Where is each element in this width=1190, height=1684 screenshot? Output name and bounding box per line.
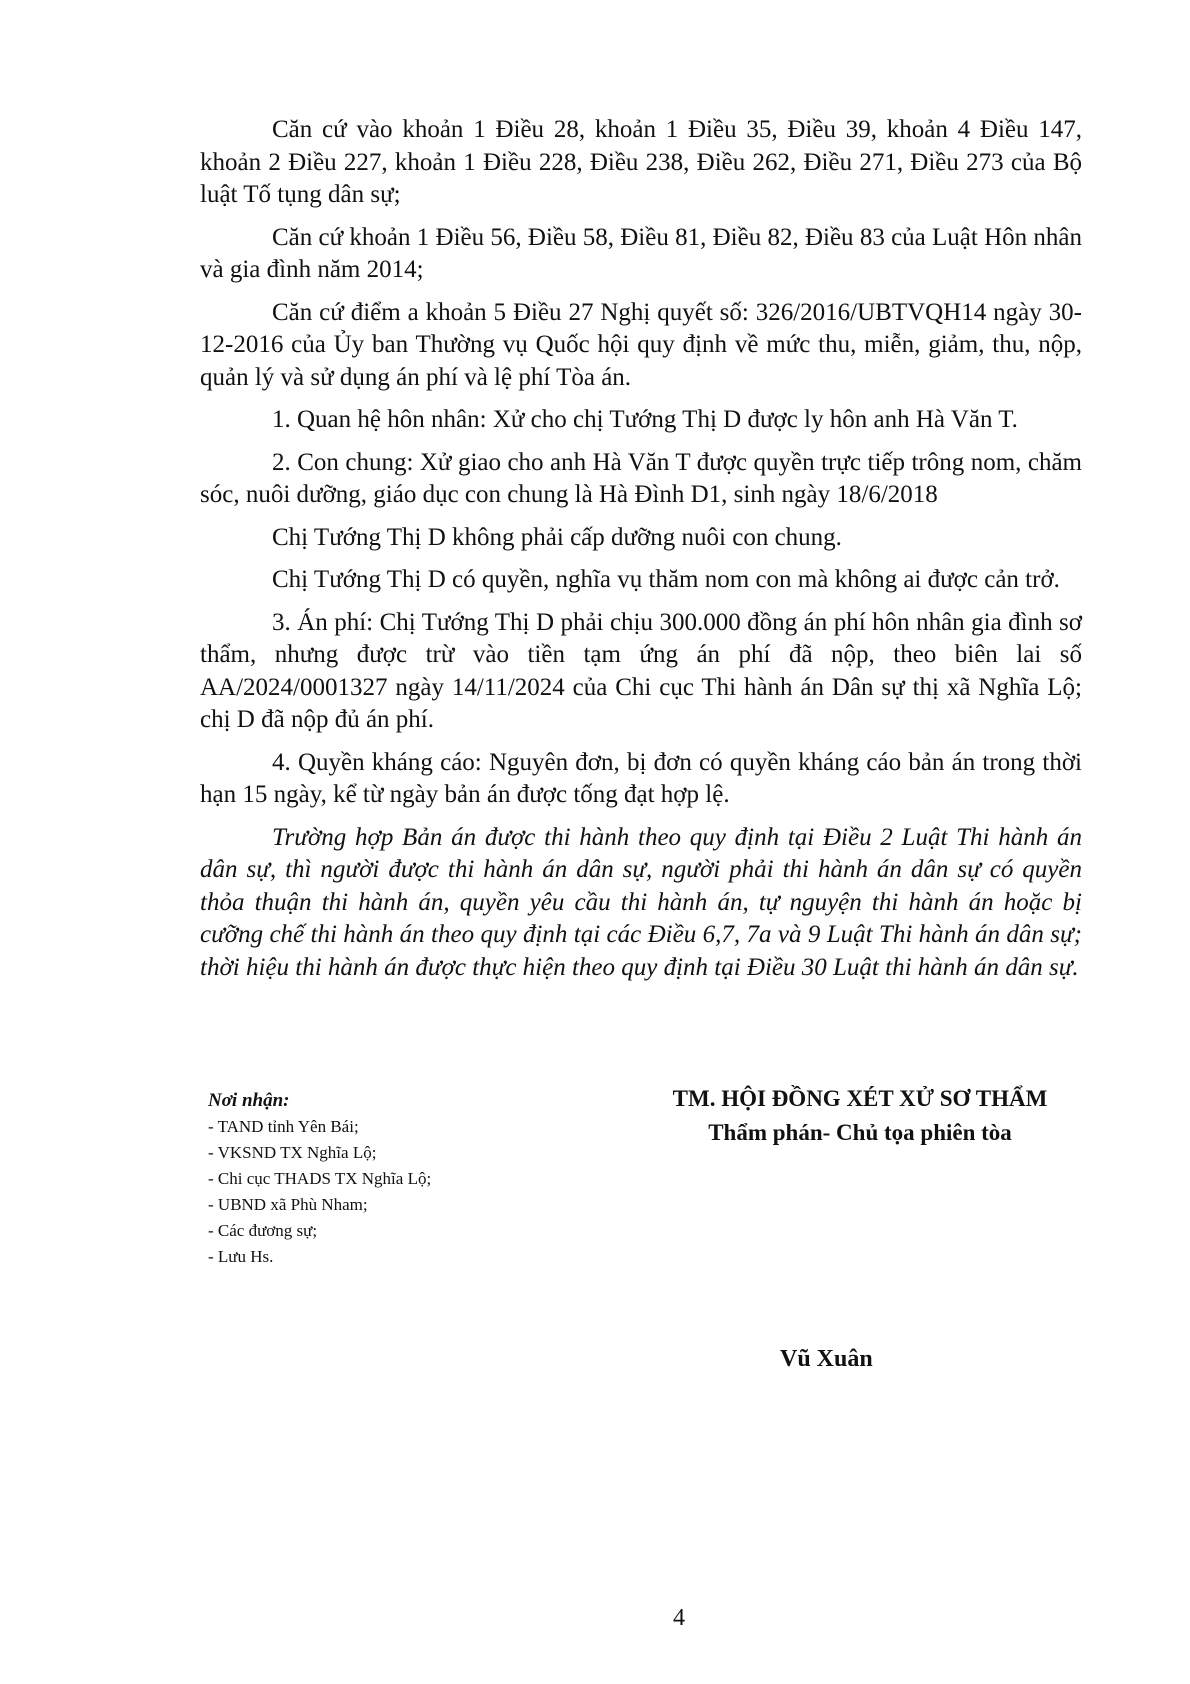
page-number: 4 [673,1605,685,1631]
signature-name: Vũ Xuân [780,1346,873,1372]
recipient-item: - Lưu Hs. [208,1247,274,1266]
recipient-item: - Các đương sự; [208,1221,318,1240]
recipient-item: - UBND xã Phù Nham; [208,1195,368,1214]
recipient-item: - TAND tỉnh Yên Bái; [208,1117,359,1136]
recipient-item: - Chi cục THADS TX Nghĩa Lộ; [208,1169,432,1188]
judgment-body [200,114,1082,994]
paragraph-child-support: Chị Tướng Thị D không phải cấp dưỡng nuôi con chung. [272,523,842,551]
recipient-item: - VKSND TX Nghĩa Lộ; [208,1143,377,1162]
signature-council-title: TM. HỘI ĐỒNG XÉT XỬ SƠ THẨM [672,1086,1048,1111]
paragraph-court-fee: 3. Án phí: Chị Tướng Thị D phải chịu 300.000 đồng án phí hôn nhân gia đình sơ thẩm, nhưng được trừ vào tiền tạm ứng án phí đã nộp, theo biên lai số AA/2024/0001327 ngày 14/11/2024 của Chi cục Thi hành án Dân sự thị xã Nghĩa Lộ; chị D đã nộp đủ án phí. [200,608,1082,733]
paragraph-legal-basis-civil-procedure: Căn cứ vào khoản 1 Điều 28, khoản 1 Điều 35, Điều 39, khoản 4 Điều 147, khoản 2 Điều 227, khoản 1 Điều 228, Điều 238, Điều 262, Điều 271, Điều 273 của Bộ luật Tố tụng dân sự; [200,116,1082,208]
paragraph-appeal-rights: 4. Quyền kháng cáo: Nguyên đơn, bị đơn có quyền kháng cáo bản án trong thời hạn 15 ngày, kể từ ngày bản án được tống đạt hợp lệ. [200,748,1082,808]
paragraph-enforcement-note: Trường hợp Bản án được thi hành theo quy định tại Điều 2 Luật Thi hành án dân sự, thì người được thi hành án dân sự, người phải thi hành án dân sự có quyền thỏa thuận thi hành án, quyền yêu cầu thi hành án, tự nguyện thi hành án hoặc bị cưỡng chế thi hành án theo quy định tại các Điều 6,7, 7a và 9 Luật Thi hành án dân sự; thời hiệu thi hành án được thực hiện theo quy định tại Điều 30 Luật thi hành án dân sự. [200,823,1082,981]
paragraph-visitation-rights: Chị Tướng Thị D có quyền, nghĩa vụ thăm nom con mà không ai được cản trở. [272,566,1060,593]
paragraph-legal-basis-marriage-law: Căn cứ khoản 1 Điều 56, Điều 58, Điều 81, Điều 82, Điều 83 của Luật Hôn nhân và gia đình năm 2014; [200,223,1082,283]
paragraph-common-child: 2. Con chung: Xử giao cho anh Hà Văn T được quyền trực tiếp trông nom, chăm sóc, nuôi dưỡng, giáo dục con chung là Hà Đình D1, sinh ngày 18/6/2018 [200,448,1082,508]
signature-judge-title: Thẩm phán- Chủ tọa phiên tòa [708,1120,1012,1145]
recipients-title: Nơi nhận: [208,1090,290,1111]
signature-block [640,1082,1080,1150]
recipients-block [208,1088,568,1270]
paragraph-marriage-relation: 1. Quan hệ hôn nhân: Xử cho chị Tướng Thị D được ly hôn anh Hà Văn T. [272,406,1018,433]
paragraph-legal-basis-court-fee: Căn cứ điểm a khoản 5 Điều 27 Nghị quyết số: 326/2016/UBTVQH14 ngày 30-12-2016 của Ủy ban Thường vụ Quốc hội quy định về mức thu, miễn, giảm, thu, nộp, quản lý và sử dụng án phí và lệ phí Tòa án. [200,298,1082,391]
